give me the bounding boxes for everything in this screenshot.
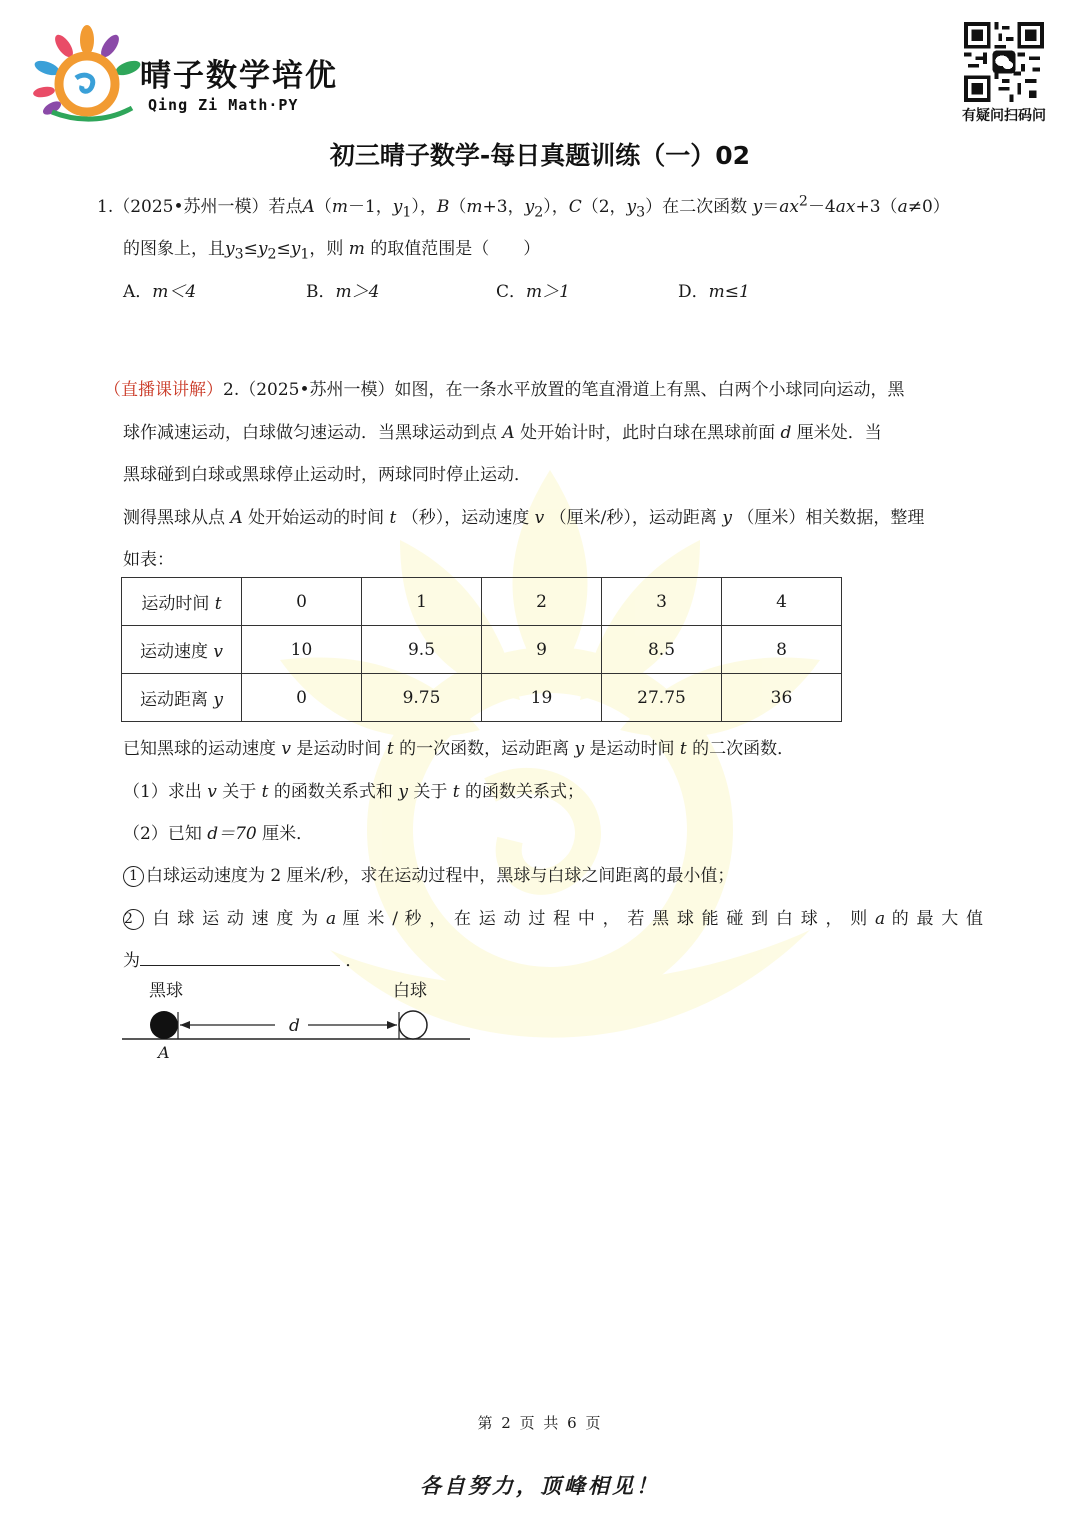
q1-stem-line2: 的图象上，且$y_3\le y_2\le y_1$，则 m 的取值范围是（ ） [123,239,541,263]
q1-number: 1. [97,197,114,217]
table-row-header: 运动速度 v [122,626,242,674]
table-cell: 1 [362,578,482,626]
table-row [122,578,842,626]
distance-label: d [289,1016,300,1036]
table-cell: 2 [482,578,602,626]
table-cell: 9.5 [362,626,482,674]
q2-source: （2025•苏州一模） [239,380,395,400]
answer-blank [140,947,340,966]
q2-part1: （1）求出 v 关于 t 的函数关系式和 y 关于 t 的函数关系式； [123,782,584,802]
q2-part2: （2）已知 d＝70 厘米． [123,824,314,844]
table-cell: 27.75 [602,674,722,722]
table-cell: 10 [242,626,362,674]
q2-line4: 测得黑球从点 A 处开始运动的时间 t （秒），运动速度 v （厘米/秒），运动距离 y （厘米）相关数据，整理 [123,508,925,528]
data-table [121,577,842,722]
table-cell: 19 [482,674,602,722]
black-ball-label: 黑球 [149,981,183,1001]
q2-line5: 如表： [123,550,174,570]
q2-number: 2. [223,380,240,400]
point-a-label: A [158,1043,170,1062]
q2-sub2: 2 白 球 运 动 速 度 为 a 厘 米 / 秒 ， 在 运 动 过 程 中 ， 若 黑 球 能 碰 到 白 球 ， 则 a 的 最 大 值 [124,909,984,929]
page-number: 第 2 页 共 6 页 [477,1414,603,1432]
q2-line2: 球作减速运动，白球做匀速运动．当黑球运动到点 A 处开始计时，此时白球在黑球前面 d 厘米处．当 [123,423,882,443]
table-row-header: 运动距离 y [122,674,242,722]
q2-sub1: 1 白球运动速度为 2 厘米/秒，求在运动过程中，黑球与白球之间距离的最小值； [123,861,734,887]
table-cell: 3 [602,578,722,626]
qr-code-icon [962,22,1046,102]
q2-line1: （直播课讲解）2.（2025•苏州一模）如图，在一条水平放置的笔直滑道上有黑、白两个小球同向运动，黑 [104,380,905,400]
table-cell: 8.5 [602,626,722,674]
table-row [122,674,842,722]
brand-logo-icon [32,22,142,122]
table-cell: 36 [722,674,842,722]
footer-motto: 各自努力，顶峰相见！ [420,1474,660,1498]
black-ball [150,1011,178,1039]
q1-option-a: A．m＜4 [123,282,197,302]
q1-option-c: C．m＞1 [496,282,570,302]
circled-number: 2 [123,909,144,930]
ball-diagram [120,975,480,1070]
table-cell: 9 [482,626,602,674]
table-row [122,626,842,674]
qr-caption: 有疑问扫码问 [962,108,1046,124]
table-row-header: 运动时间 t [122,578,242,626]
table-cell: 8 [722,626,842,674]
q2-sub2-end: 为 ． [123,946,362,971]
brand-name-english: Qing Zi Math·PY [148,96,299,114]
document-title: 初三晴子数学-每日真题训练（一）02 [329,141,751,170]
table-cell: 4 [722,578,842,626]
circled-number: 1 [123,866,144,887]
table-cell: 0 [242,674,362,722]
q1-stem: 1.（2025•苏州一模）若点A（m－1，$y_1$），B（m+3，$y_2$），C（2，$y_3$）在二次函数 $y=ax^2-4ax+3(a\ne 0)$ [97,193,950,221]
table-cell: 9.75 [362,674,482,722]
q1-option-b: B．m＞4 [306,282,380,302]
brand-name: 晴子数学培优 [140,58,338,94]
q1-option-d: D．m≤1 [678,282,750,302]
q2-given: 已知黑球的运动速度 v 是运动时间 t 的一次函数，运动距离 y 是运动时间 t 的二次函数． [123,739,795,759]
white-ball-label: 白球 [393,981,427,1001]
q2-live-tag: （直播课讲解） [104,380,223,400]
table-cell: 0 [242,578,362,626]
white-ball [399,1011,427,1039]
q2-line3: 黑球碰到白球或黑球停止运动时，两球同时停止运动． [123,465,531,485]
q1-source: （2025•苏州一模） [113,197,269,217]
